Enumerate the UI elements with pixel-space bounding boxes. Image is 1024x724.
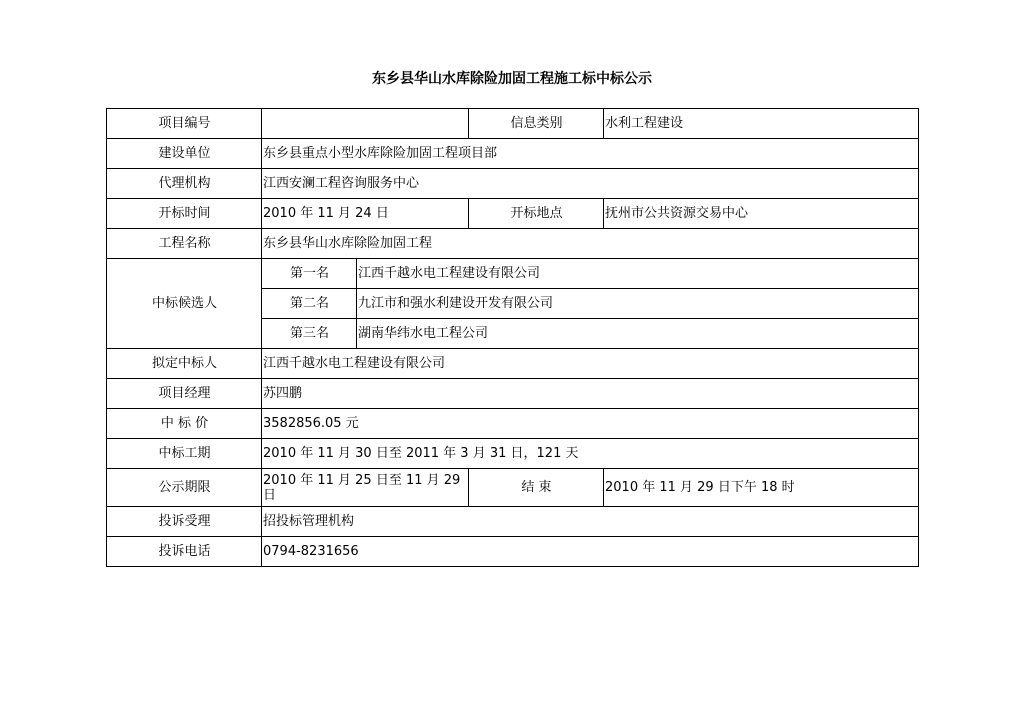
agency-value: 江西安澜工程咨询服务中心 bbox=[262, 169, 919, 199]
end-label: 结 束 bbox=[469, 469, 604, 507]
manager-value: 苏四鹏 bbox=[262, 379, 919, 409]
row-agency bbox=[107, 169, 919, 199]
row-complaint-handler bbox=[107, 507, 919, 537]
project-name-label: 工程名称 bbox=[107, 229, 262, 259]
proposed-winner-label: 拟定中标人 bbox=[107, 349, 262, 379]
candidate-name: 湖南华纬水电工程公司 bbox=[357, 319, 919, 349]
price-label: 中 标 价 bbox=[107, 409, 262, 439]
candidate-rank: 第三名 bbox=[262, 319, 357, 349]
builder-value: 东乡县重点小型水库除险加固工程项目部 bbox=[262, 139, 919, 169]
row-open bbox=[107, 199, 919, 229]
candidate-name: 九江市和强水利建设开发有限公司 bbox=[357, 289, 919, 319]
row-proposed-winner bbox=[107, 349, 919, 379]
project-no-label: 项目编号 bbox=[107, 109, 262, 139]
info-type-label: 信息类别 bbox=[469, 109, 604, 139]
row-complaint-phone bbox=[107, 537, 919, 567]
candidates-label: 中标候选人 bbox=[107, 259, 262, 349]
builder-label: 建设单位 bbox=[107, 139, 262, 169]
info-type-value: 水利工程建设 bbox=[604, 109, 919, 139]
row-project-name bbox=[107, 229, 919, 259]
agency-label: 代理机构 bbox=[107, 169, 262, 199]
duration-value: 2010 年 11 月 30 日至 2011 年 3 月 31 日，121 天 bbox=[262, 439, 919, 469]
row-candidate-1 bbox=[107, 259, 919, 289]
row-manager bbox=[107, 379, 919, 409]
row-builder bbox=[107, 139, 919, 169]
complaint-handler-value: 招投标管理机构 bbox=[262, 507, 919, 537]
row-duration bbox=[107, 439, 919, 469]
candidate-name: 江西千越水电工程建设有限公司 bbox=[357, 259, 919, 289]
project-name-value: 东乡县华山水库除险加固工程 bbox=[262, 229, 919, 259]
open-place-label: 开标地点 bbox=[469, 199, 604, 229]
open-time-value: 2010 年 11 月 24 日 bbox=[262, 199, 469, 229]
candidate-rank: 第二名 bbox=[262, 289, 357, 319]
end-value: 2010 年 11 月 29 日下午 18 时 bbox=[604, 469, 919, 507]
publicity-label: 公示期限 bbox=[107, 469, 262, 507]
publicity-value: 2010 年 11 月 25 日至 11 月 29 日 bbox=[262, 469, 469, 507]
manager-label: 项目经理 bbox=[107, 379, 262, 409]
row-price bbox=[107, 409, 919, 439]
open-place-value: 抚州市公共资源交易中心 bbox=[604, 199, 919, 229]
duration-label: 中标工期 bbox=[107, 439, 262, 469]
complaint-handler-label: 投诉受理 bbox=[107, 507, 262, 537]
bid-result-table bbox=[106, 108, 919, 567]
row-project-no bbox=[107, 109, 919, 139]
page-title: 东乡县华山水库除险加固工程施工标中标公示 bbox=[372, 71, 652, 87]
open-time-label: 开标时间 bbox=[107, 199, 262, 229]
price-value: 3582856.05 元 bbox=[262, 409, 919, 439]
complaint-phone-value: 0794-8231656 bbox=[262, 537, 919, 567]
proposed-winner-value: 江西千越水电工程建设有限公司 bbox=[262, 349, 919, 379]
candidate-rank: 第一名 bbox=[262, 259, 357, 289]
project-no-value bbox=[262, 109, 469, 139]
row-publicity bbox=[107, 469, 919, 507]
complaint-phone-label: 投诉电话 bbox=[107, 537, 262, 567]
